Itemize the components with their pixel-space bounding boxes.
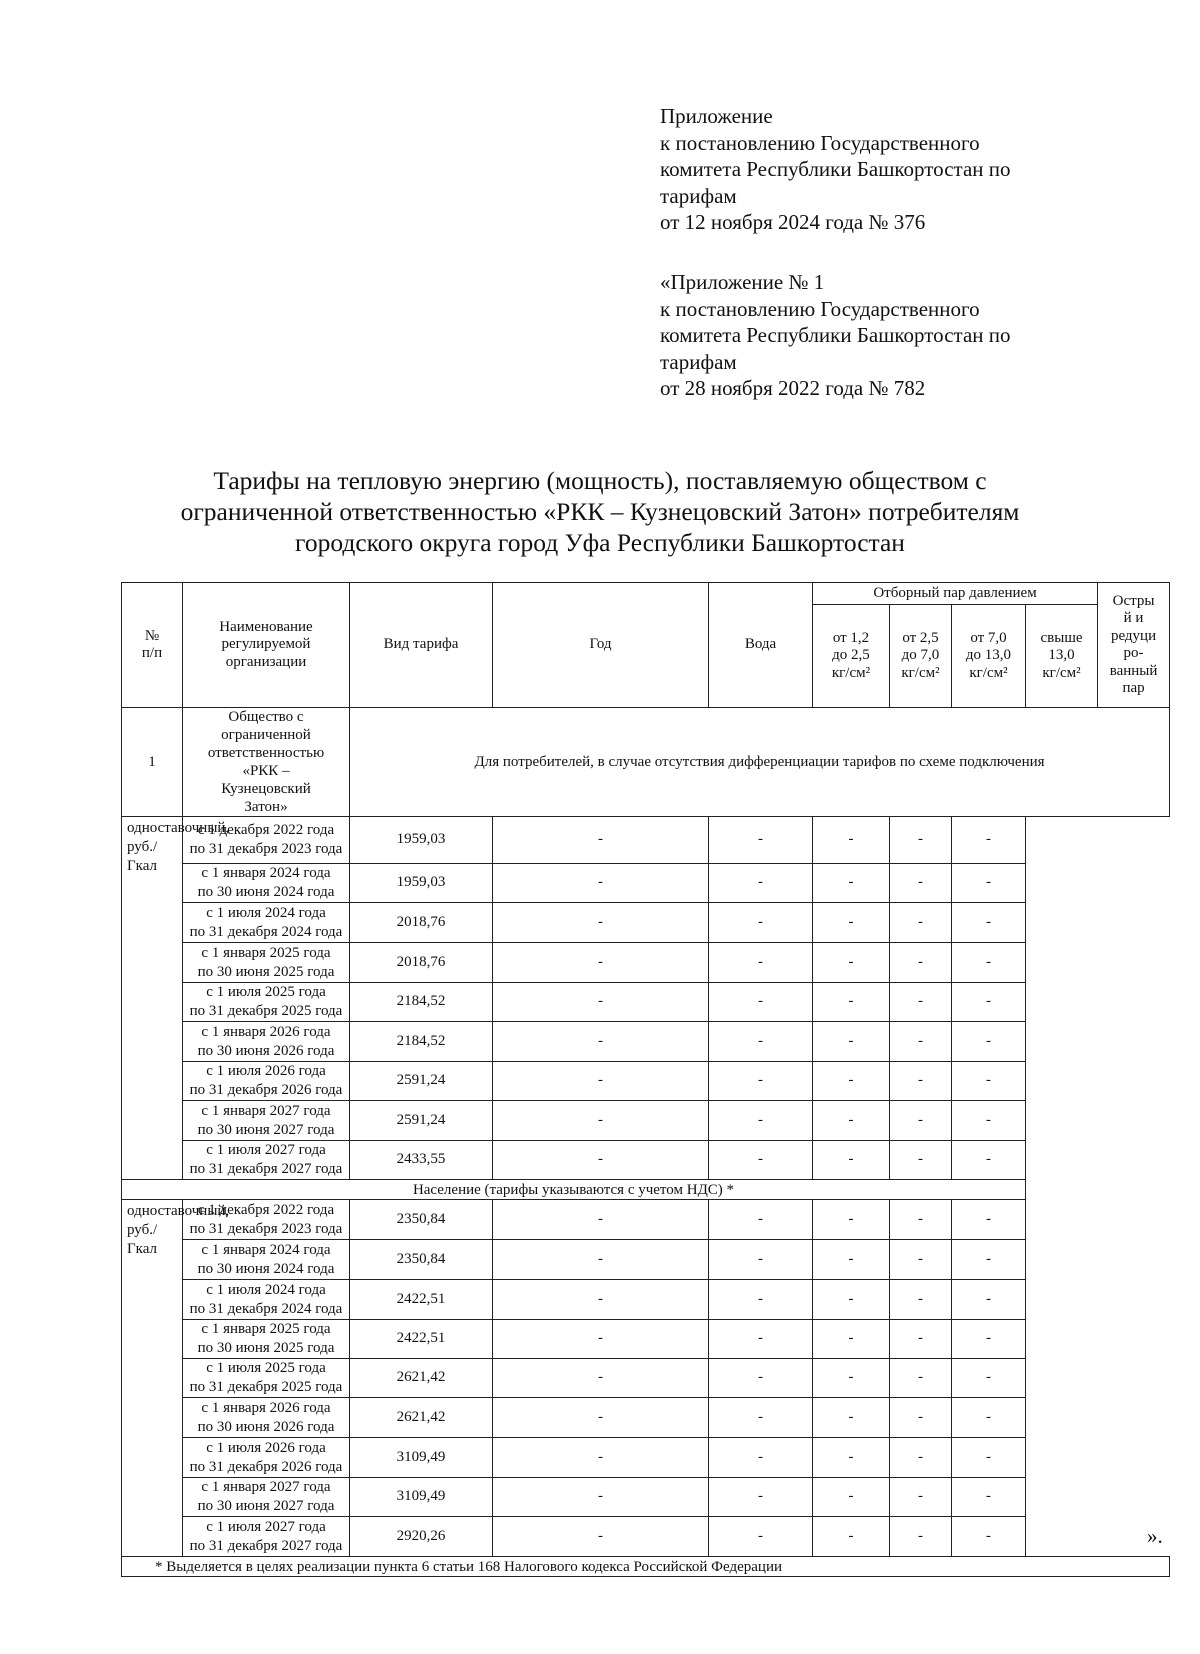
- empty-tariff-cell: -: [493, 1200, 709, 1240]
- empty-tariff-cell: -: [890, 1101, 952, 1141]
- header-steam-group: Отборный пар давлением: [813, 583, 1098, 605]
- empty-tariff-cell: -: [813, 1280, 890, 1320]
- period-line: с 1 июля 2024 года: [206, 1281, 326, 1298]
- appendix-header: [660, 103, 1120, 236]
- original-appendix-header-line: комитета Республики Башкортостан по: [660, 323, 1011, 347]
- tariff-row: [122, 1062, 1170, 1101]
- header-sharp-line: ро-: [1123, 645, 1144, 661]
- empty-tariff-cell: -: [493, 864, 709, 903]
- closing-quote-mark: ».: [1147, 1524, 1163, 1548]
- header-steam-line: до 13,0: [965, 647, 1012, 664]
- original-appendix-header-line: тарифам: [660, 349, 737, 374]
- header-sharp-line: пар: [1122, 680, 1145, 696]
- empty-tariff-cell: -: [493, 1438, 709, 1478]
- empty-tariff-cell: -: [709, 903, 813, 943]
- water-tariff-cell: 2184,52: [350, 983, 493, 1022]
- period-line: с 1 июля 2025 года: [206, 984, 326, 1000]
- header-steam-line: от 7,0: [970, 629, 1007, 646]
- header-steam-line: свыше: [1040, 629, 1083, 646]
- header-num-line: п/п: [141, 645, 163, 661]
- organization-name-line: Кузнецовский: [221, 781, 311, 797]
- water-tariff-cell: 2920,26: [350, 1517, 493, 1557]
- period-line: с 1 июля 2026 года: [206, 1063, 326, 1079]
- empty-tariff-cell: -: [952, 1478, 1026, 1517]
- water-tariff-cell: 2433,55: [350, 1141, 493, 1180]
- period-line: по 31 декабря 2027 года: [189, 1537, 343, 1554]
- empty-tariff-cell: -: [813, 1022, 890, 1062]
- period-cell: [183, 1478, 350, 1517]
- appendix-header-line: Приложение: [660, 104, 773, 128]
- empty-tariff-cell: -: [952, 1398, 1026, 1438]
- section-title: Для потребителей, в случае отсутствия дифференциации тарифов по схеме подключения: [350, 708, 1170, 817]
- empty-tariff-cell: -: [890, 1022, 952, 1062]
- period-line: по 30 июня 2024 года: [197, 1260, 335, 1277]
- tariff-row: [122, 817, 1170, 864]
- empty-tariff-cell: -: [890, 1517, 952, 1557]
- period-cell: [183, 1320, 350, 1359]
- water-tariff-cell: 3109,49: [350, 1478, 493, 1517]
- tariff-type-line: одноставочный,: [127, 1203, 230, 1219]
- empty-tariff-cell: -: [709, 1022, 813, 1062]
- tariff-row: [122, 1200, 1170, 1240]
- empty-tariff-cell: -: [709, 1240, 813, 1280]
- period-line: с 1 января 2025 года: [201, 1321, 331, 1337]
- empty-tariff-cell: -: [493, 817, 709, 864]
- tariff-type-cell: [122, 817, 230, 1180]
- water-tariff-cell: 2350,84: [350, 1240, 493, 1280]
- empty-tariff-cell: -: [952, 943, 1026, 983]
- document-title-line: городского округа город Уфа Республики Башкортостан: [295, 528, 905, 557]
- empty-tariff-cell: -: [890, 943, 952, 983]
- header-steam-7-0-to-13-0: [952, 605, 1026, 708]
- empty-tariff-cell: -: [890, 983, 952, 1022]
- section-title: Население (тарифы указываются с учетом НДС) *: [122, 1180, 1026, 1200]
- tariff-row: [122, 943, 1170, 983]
- period-line: по 30 июня 2025 года: [197, 1340, 335, 1356]
- period-line: по 31 декабря 2024 года: [189, 1300, 343, 1317]
- period-cell: [183, 817, 350, 864]
- period-line: с 1 января 2026 года: [201, 1023, 331, 1040]
- period-line: по 30 июня 2027 года: [197, 1121, 335, 1138]
- empty-tariff-cell: -: [493, 1141, 709, 1180]
- header-steam-line: до 7,0: [901, 647, 940, 664]
- water-tariff-cell: 2422,51: [350, 1280, 493, 1320]
- header-num-line: №: [144, 627, 160, 644]
- empty-tariff-cell: -: [890, 1320, 952, 1359]
- tariff-type-line: руб./Гкал: [127, 1222, 158, 1257]
- original-appendix-header-line: от 28 ноября 2022 года № 782: [660, 376, 926, 400]
- empty-tariff-cell: -: [493, 1062, 709, 1101]
- period-cell: [183, 1438, 350, 1478]
- period-cell: [183, 1101, 350, 1141]
- original-appendix-header-line: к постановлению Государственного: [660, 296, 980, 321]
- empty-tariff-cell: -: [813, 903, 890, 943]
- header-steam-line: кг/см²: [831, 664, 871, 681]
- period-line: по 30 июня 2025 года: [197, 963, 335, 980]
- period-line: с 1 января 2024 года: [201, 1241, 331, 1258]
- header-water: Вода: [709, 583, 813, 708]
- tariff-type-line: руб./Гкал: [127, 839, 158, 874]
- organization-name-line: Затон»: [244, 799, 288, 815]
- period-line: по 31 декабря 2024 года: [189, 923, 343, 940]
- empty-tariff-cell: -: [813, 1101, 890, 1141]
- water-tariff-cell: 2591,24: [350, 1062, 493, 1101]
- empty-tariff-cell: -: [952, 1240, 1026, 1280]
- empty-tariff-cell: -: [890, 903, 952, 943]
- empty-tariff-cell: -: [890, 1200, 952, 1240]
- period-line: по 31 декабря 2026 года: [189, 1458, 343, 1475]
- empty-tariff-cell: -: [890, 1062, 952, 1101]
- empty-tariff-cell: -: [709, 1438, 813, 1478]
- header-year: Год: [493, 583, 709, 708]
- period-line: с 1 декабря 2022 года: [197, 1201, 335, 1218]
- header-sharp-line: редуци: [1110, 627, 1157, 644]
- empty-tariff-cell: -: [890, 1141, 952, 1180]
- period-line: с 1 января 2025 года: [201, 944, 331, 961]
- period-line: по 31 декабря 2025 года: [189, 1379, 343, 1395]
- appendix-header-line: от 12 ноября 2024 года № 376: [660, 210, 926, 234]
- tariff-row: [122, 1438, 1170, 1478]
- empty-tariff-cell: -: [493, 1101, 709, 1141]
- period-cell: [183, 1022, 350, 1062]
- organization-name-line: Общество с: [228, 709, 304, 725]
- header-steam-line: от 2,5: [902, 629, 939, 646]
- water-tariff-cell: 1959,03: [350, 817, 493, 864]
- original-appendix-header-line: «Приложение № 1: [660, 270, 825, 294]
- organization-name-cell: [183, 708, 350, 817]
- water-tariff-cell: 2621,42: [350, 1359, 493, 1398]
- tariff-row: [122, 1141, 1170, 1180]
- tariff-type-line: одноставочный,: [127, 820, 230, 836]
- period-cell: [183, 1517, 350, 1557]
- water-tariff-cell: 2422,51: [350, 1320, 493, 1359]
- header-steam-line: до 2,5: [832, 647, 870, 664]
- period-line: с 1 января 2027 года: [201, 1479, 331, 1495]
- water-tariff-cell: 2591,24: [350, 1101, 493, 1141]
- empty-tariff-cell: -: [890, 1280, 952, 1320]
- period-line: по 31 декабря 2023 года: [189, 1220, 343, 1237]
- tariff-row: [122, 1240, 1170, 1280]
- empty-tariff-cell: -: [493, 1280, 709, 1320]
- empty-tariff-cell: -: [709, 1101, 813, 1141]
- empty-tariff-cell: -: [813, 983, 890, 1022]
- empty-tariff-cell: -: [709, 983, 813, 1022]
- period-line: с 1 июля 2026 года: [206, 1439, 326, 1456]
- empty-tariff-cell: -: [890, 1359, 952, 1398]
- empty-tariff-cell: -: [952, 1359, 1026, 1398]
- tariff-row: [122, 1478, 1170, 1517]
- empty-tariff-cell: -: [709, 1062, 813, 1101]
- tariff-type-cell: [122, 1200, 230, 1557]
- header-organization-line: регулируемой: [221, 636, 311, 653]
- period-line: с 1 июля 2025 года: [206, 1360, 326, 1376]
- empty-tariff-cell: -: [952, 1200, 1026, 1240]
- tariff-row: [122, 1517, 1170, 1557]
- empty-tariff-cell: -: [493, 943, 709, 983]
- tariff-row: [122, 1280, 1170, 1320]
- tariff-row: [122, 1022, 1170, 1062]
- period-line: по 30 июня 2026 года: [197, 1042, 335, 1059]
- appendix-header-line: к постановлению Государственного: [660, 130, 980, 155]
- document-title-line: Тарифы на тепловую энергию (мощность), поставляемую обществом с: [213, 466, 987, 495]
- period-line: с 1 июля 2027 года: [206, 1142, 326, 1158]
- empty-tariff-cell: -: [709, 1141, 813, 1180]
- empty-tariff-cell: -: [709, 1517, 813, 1557]
- header-organization-line: организации: [225, 653, 307, 670]
- tariff-row: [122, 1101, 1170, 1141]
- header-organization: [183, 583, 350, 708]
- empty-tariff-cell: -: [813, 1398, 890, 1438]
- period-cell: [183, 1240, 350, 1280]
- period-cell: [183, 983, 350, 1022]
- empty-tariff-cell: -: [952, 903, 1026, 943]
- tariff-row: [122, 1398, 1170, 1438]
- organization-name-line: ограниченной: [221, 727, 311, 743]
- water-tariff-cell: 2621,42: [350, 1398, 493, 1438]
- empty-tariff-cell: -: [813, 943, 890, 983]
- period-line: с 1 января 2026 года: [201, 1399, 331, 1416]
- header-steam-1-2-to-2-5: [813, 605, 890, 708]
- period-line: по 31 декабря 2023 года: [189, 841, 343, 857]
- empty-tariff-cell: -: [952, 1141, 1026, 1180]
- empty-tariff-cell: -: [709, 864, 813, 903]
- empty-tariff-cell: -: [709, 1398, 813, 1438]
- period-cell: [183, 1062, 350, 1101]
- empty-tariff-cell: -: [890, 1478, 952, 1517]
- header-sharp-steam: [1098, 583, 1170, 708]
- header-organization-line: Наименование: [219, 618, 313, 635]
- empty-tariff-cell: -: [890, 864, 952, 903]
- original-appendix-header: [660, 269, 1120, 402]
- header-sharp-line: й и: [1123, 610, 1144, 626]
- header-steam-over-13-0: [1026, 605, 1098, 708]
- empty-tariff-cell: -: [709, 1478, 813, 1517]
- empty-tariff-cell: -: [813, 1438, 890, 1478]
- empty-tariff-cell: -: [813, 864, 890, 903]
- tariff-row: [122, 903, 1170, 943]
- empty-tariff-cell: -: [813, 1141, 890, 1180]
- empty-tariff-cell: -: [813, 817, 890, 864]
- water-tariff-cell: 1959,03: [350, 864, 493, 903]
- appendix-header-line: тарифам: [660, 183, 737, 208]
- empty-tariff-cell: -: [709, 817, 813, 864]
- header-steam-line: кг/см²: [901, 664, 940, 681]
- header-sharp-line: Остры: [1112, 592, 1155, 609]
- empty-tariff-cell: -: [493, 1398, 709, 1438]
- organization-name-line: «РКК –: [242, 763, 290, 779]
- tariff-row: [122, 864, 1170, 903]
- tariff-row: [122, 1359, 1170, 1398]
- water-tariff-cell: 2184,52: [350, 1022, 493, 1062]
- document-title: [120, 465, 1080, 558]
- header-steam-line: кг/см²: [1042, 664, 1081, 681]
- period-line: с 1 января 2027 года: [201, 1102, 331, 1119]
- period-line: с 1 декабря 2022 года: [197, 822, 335, 838]
- period-cell: [183, 943, 350, 983]
- empty-tariff-cell: -: [493, 1240, 709, 1280]
- period-cell: [183, 1200, 350, 1240]
- appendix-header-line: комитета Республики Башкортостан по: [660, 157, 1011, 181]
- period-cell: [183, 1398, 350, 1438]
- empty-tariff-cell: -: [813, 1478, 890, 1517]
- tariff-row: [122, 1320, 1170, 1359]
- tariff-row: [122, 983, 1170, 1022]
- period-cell: [183, 903, 350, 943]
- header-steam-line: от 1,2: [832, 629, 870, 646]
- empty-tariff-cell: -: [890, 1398, 952, 1438]
- water-tariff-cell: 2018,76: [350, 943, 493, 983]
- period-line: по 31 декабря 2025 года: [189, 1003, 343, 1019]
- empty-tariff-cell: -: [952, 983, 1026, 1022]
- empty-tariff-cell: -: [709, 943, 813, 983]
- empty-tariff-cell: -: [952, 1438, 1026, 1478]
- period-cell: [183, 1280, 350, 1320]
- empty-tariff-cell: -: [709, 1200, 813, 1240]
- empty-tariff-cell: -: [952, 1101, 1026, 1141]
- empty-tariff-cell: -: [952, 864, 1026, 903]
- empty-tariff-cell: -: [709, 1280, 813, 1320]
- empty-tariff-cell: -: [813, 1200, 890, 1240]
- empty-tariff-cell: -: [813, 1240, 890, 1280]
- header-steam-line: кг/см²: [969, 664, 1008, 681]
- empty-tariff-cell: -: [813, 1517, 890, 1557]
- empty-tariff-cell: -: [709, 1359, 813, 1398]
- empty-tariff-cell: -: [952, 1320, 1026, 1359]
- tariff-table: [121, 582, 1170, 1577]
- period-line: с 1 января 2024 года: [201, 865, 331, 881]
- water-tariff-cell: 2018,76: [350, 903, 493, 943]
- header-num: [122, 583, 183, 708]
- table-footnote: * Выделяется в целях реализации пункта 6 статьи 168 Налогового кодекса Российской Федерации: [122, 1557, 1170, 1577]
- period-line: по 31 декабря 2027 года: [189, 1161, 343, 1177]
- empty-tariff-cell: -: [890, 1438, 952, 1478]
- period-line: с 1 июля 2027 года: [206, 1518, 326, 1535]
- empty-tariff-cell: -: [890, 1240, 952, 1280]
- document-title-line: ограниченной ответственностью «РКК – Кузнецовский Затон» потребителям: [180, 497, 1020, 526]
- period-cell: [183, 1141, 350, 1180]
- period-line: по 30 июня 2027 года: [197, 1498, 335, 1514]
- water-tariff-cell: 3109,49: [350, 1438, 493, 1478]
- period-line: с 1 июля 2024 года: [206, 904, 326, 921]
- period-cell: [183, 1359, 350, 1398]
- empty-tariff-cell: -: [493, 903, 709, 943]
- header-steam-line: 13,0: [1048, 647, 1075, 664]
- row-number-cell: 1: [122, 708, 183, 817]
- empty-tariff-cell: -: [952, 1062, 1026, 1101]
- empty-tariff-cell: -: [493, 1320, 709, 1359]
- empty-tariff-cell: -: [493, 1478, 709, 1517]
- empty-tariff-cell: -: [952, 1022, 1026, 1062]
- period-line: по 30 июня 2024 года: [197, 884, 335, 900]
- empty-tariff-cell: -: [952, 1517, 1026, 1557]
- header-steam-2-5-to-7-0: [890, 605, 952, 708]
- empty-tariff-cell: -: [493, 1517, 709, 1557]
- empty-tariff-cell: -: [890, 817, 952, 864]
- empty-tariff-cell: -: [813, 1062, 890, 1101]
- organization-name-line: ответственностью: [207, 745, 325, 761]
- empty-tariff-cell: -: [813, 1320, 890, 1359]
- empty-tariff-cell: -: [493, 983, 709, 1022]
- water-tariff-cell: 2350,84: [350, 1200, 493, 1240]
- header-tariff-type: Вид тарифа: [350, 583, 493, 708]
- period-cell: [183, 864, 350, 903]
- period-line: по 31 декабря 2026 года: [189, 1082, 343, 1098]
- empty-tariff-cell: -: [709, 1320, 813, 1359]
- empty-tariff-cell: -: [493, 1359, 709, 1398]
- empty-tariff-cell: -: [952, 817, 1026, 864]
- empty-tariff-cell: -: [952, 1280, 1026, 1320]
- header-sharp-line: ванный: [1109, 662, 1158, 679]
- empty-tariff-cell: -: [813, 1359, 890, 1398]
- period-line: по 30 июня 2026 года: [197, 1418, 335, 1435]
- empty-tariff-cell: -: [493, 1022, 709, 1062]
